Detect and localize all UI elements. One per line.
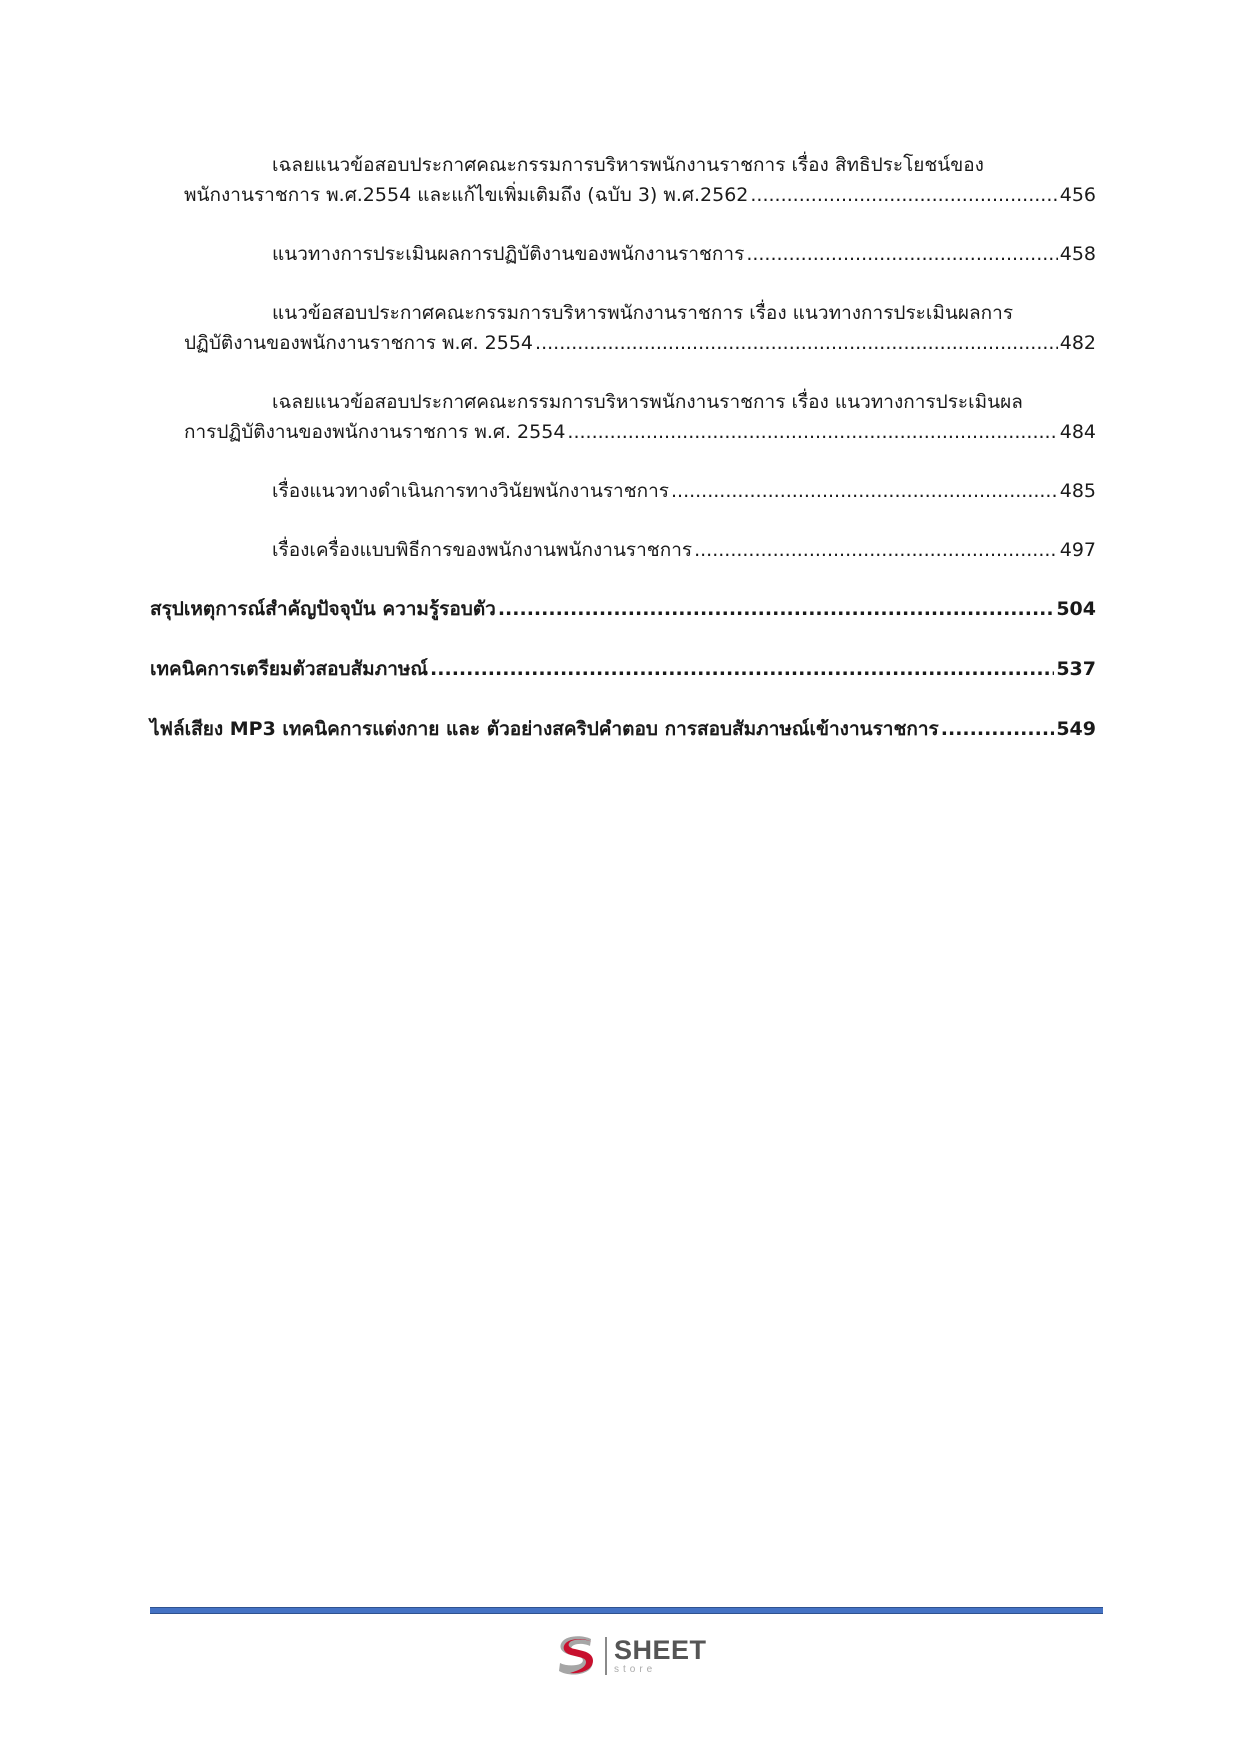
dot-leader xyxy=(746,239,1057,269)
dot-leader xyxy=(535,328,1058,358)
toc-entry-line xyxy=(150,180,1096,210)
toc-entry-title-line2: การปฏิบัติงานของพนักงานราชการ พ.ศ. 2554 xyxy=(184,421,566,443)
toc-page-number: 484 xyxy=(1059,421,1096,443)
sheet-store-s-icon xyxy=(553,1633,601,1679)
toc-entry[interactable] xyxy=(150,298,1096,358)
toc-entry-title-line1: แนวข้อสอบประกาศคณะกรรมการบริหารพนักงานราชการ เรื่อง แนวทางการประเมินผลการ xyxy=(272,302,1014,324)
toc-chapter-title: เทคนิคการเตรียมตัวสอบสัมภาษณ์ xyxy=(150,658,429,680)
toc-entry[interactable] xyxy=(150,239,1096,269)
dot-leader xyxy=(750,180,1057,210)
toc-entry-title: แนวทางการประเมินผลการปฏิบัติงานของพนักงานราชการ xyxy=(272,243,745,265)
toc-page-number: 485 xyxy=(1059,480,1096,502)
toc-chapter-entry[interactable] xyxy=(150,654,1096,684)
toc-entry[interactable] xyxy=(150,535,1096,565)
footer-divider xyxy=(150,1607,1103,1614)
toc-page-number: 537 xyxy=(1056,658,1096,680)
toc-entry-line xyxy=(150,328,1096,358)
dot-leader xyxy=(694,535,1058,565)
toc-entry[interactable] xyxy=(150,150,1096,210)
toc-entry-line xyxy=(150,714,1096,744)
toc-entry-title-line2: พนักงานราชการ พ.ศ.2554 และแก้ไขเพิ่มเติมถึง (ฉบับ 3) พ.ศ.2562 xyxy=(184,184,749,206)
toc-chapter-title: ไฟล์เสียง MP3 เทคนิคการแต่งกาย และ ตัวอย่างสคริปคำตอบ การสอบสัมภาษณ์เข้างานราชการ xyxy=(150,718,939,740)
toc-entry-line xyxy=(150,239,1096,269)
table-of-contents xyxy=(150,150,1096,774)
dot-leader xyxy=(941,714,1055,744)
toc-chapter-entry[interactable] xyxy=(150,594,1096,624)
toc-page-number: 458 xyxy=(1059,243,1096,265)
toc-entry-title: เรื่องแนวทางดำเนินการทางวินัยพนักงานราชการ xyxy=(272,480,669,502)
toc-entry-line xyxy=(150,654,1096,684)
toc-entry-line xyxy=(150,476,1096,506)
toc-entry[interactable] xyxy=(150,476,1096,506)
toc-entry-line xyxy=(150,594,1096,624)
dot-leader xyxy=(430,654,1054,684)
toc-entry[interactable] xyxy=(150,387,1096,447)
toc-entry-title-line1: เฉลยแนวข้อสอบประกาศคณะกรรมการบริหารพนักงานราชการ เรื่อง แนวทางการประเมินผล xyxy=(272,391,1023,413)
toc-entry-title: เรื่องเครื่องแบบพิธีการของพนักงานพนักงานราชการ xyxy=(272,539,693,561)
toc-page-number: 504 xyxy=(1056,598,1096,620)
toc-page-number: 497 xyxy=(1059,539,1096,561)
toc-page-number: 482 xyxy=(1059,332,1096,354)
dot-leader xyxy=(671,476,1058,506)
toc-entry-title-line1: เฉลยแนวข้อสอบประกาศคณะกรรมการบริหารพนักงานราชการ เรื่อง สิทธิประโยชน์ของ xyxy=(272,154,984,176)
toc-entry-line xyxy=(150,535,1096,565)
dot-leader xyxy=(567,417,1057,447)
toc-chapter-entry[interactable] xyxy=(150,714,1096,744)
toc-page-number: 456 xyxy=(1059,184,1096,206)
toc-chapter-title: สรุปเหตุการณ์สำคัญปัจจุบัน ความรู้รอบตัว xyxy=(150,598,496,620)
sheet-store-logo xyxy=(553,1633,707,1679)
logo-wordmark xyxy=(614,1637,707,1675)
toc-entry-line xyxy=(150,417,1096,447)
logo-divider xyxy=(605,1637,607,1675)
logo-word: SHEET xyxy=(614,1635,707,1665)
logo-subword: store xyxy=(614,1664,657,1675)
toc-page-number: 549 xyxy=(1056,718,1096,740)
dot-leader xyxy=(498,594,1054,624)
toc-entry-title-line2: ปฏิบัติงานของพนักงานราชการ พ.ศ. 2554 xyxy=(184,332,534,354)
